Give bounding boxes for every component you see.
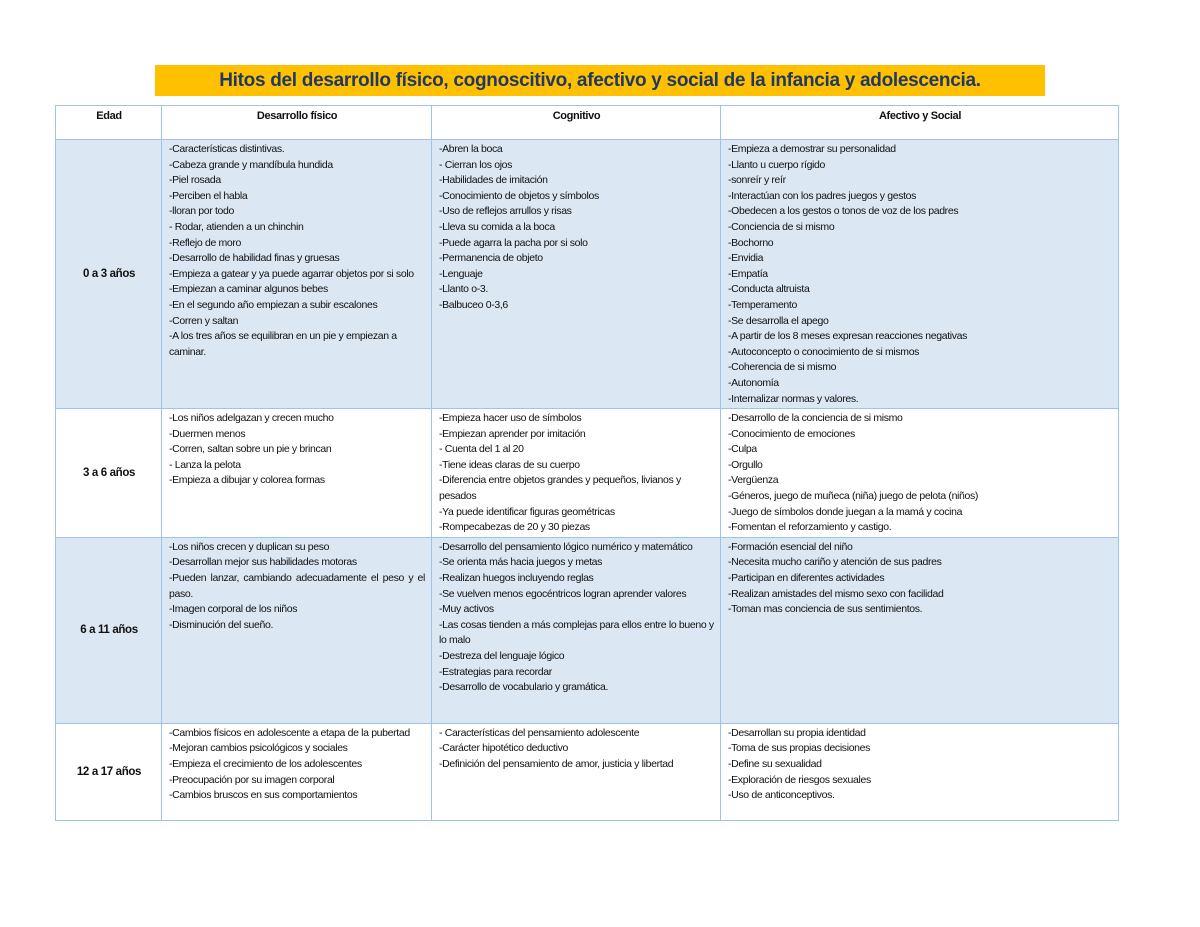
table-row: [56, 537, 1119, 723]
cognitive-cell: [432, 409, 721, 538]
age-cell: 0 a 3 años: [56, 140, 162, 409]
list-item: -Toma de sus propias decisiones: [728, 742, 871, 755]
list-item: -Orgullo: [728, 458, 763, 471]
list-item: -Desarrollo del pensamiento lógico numérico y matemático: [439, 540, 693, 553]
list-item: -Balbuceo 0-3,6: [439, 298, 508, 311]
list-item: -Culpa: [728, 443, 757, 456]
list-item: -Piel rosada: [169, 174, 221, 187]
list-item: -A partir de los 8 meses expresan reacciones negativas: [728, 330, 968, 343]
list-item: -Cambios bruscos en sus comportamientos: [169, 789, 358, 802]
list-item: -Corren y saltan: [169, 314, 239, 327]
list-item: - Cuenta del 1 al 20: [439, 443, 524, 456]
social-cell: [721, 537, 1119, 723]
list-item: -Desarrollan su propia identidad: [728, 726, 866, 739]
list-item: -Interactúan con los padres juegos y gestos: [728, 189, 917, 202]
list-item: -Diferencia entre objetos grandes y pequeños, livianos y pesados: [439, 474, 681, 503]
list-item: -Reflejo de moro: [169, 236, 242, 249]
list-item: -Empieza a gatear y ya puede agarrar objetos por si solo: [169, 267, 414, 280]
list-item: -Géneros, juego de muñeca (niña) juego de pelota (niños): [728, 490, 979, 503]
list-item: -Desarrollan mejor sus habilidades motoras: [169, 556, 357, 569]
header-cognitive: Cognitivo: [432, 106, 721, 140]
list-item: -Lenguaje: [439, 267, 483, 280]
list-item: -Carácter hipotético deductivo: [439, 742, 568, 755]
list-item: -Cabeza grande y mandíbula hundida: [169, 158, 333, 171]
list-item: - Cierran los ojos: [439, 158, 513, 171]
list-item: -Internalizar normas y valores.: [728, 392, 859, 405]
list-item: -Conducta altruista: [728, 283, 810, 296]
list-item: -Llanto o-3.: [439, 283, 488, 296]
list-item: -Los niños crecen y duplican su peso: [169, 540, 330, 553]
table-row: [56, 409, 1119, 538]
list-item: -Juego de símbolos donde juegan a la mamá y cocina: [728, 505, 963, 518]
list-item: -Estrategias para recordar: [439, 665, 552, 678]
list-item: -Empiezan a caminar algunos bebes: [169, 283, 328, 296]
list-item: -sonreír y reír: [728, 174, 786, 187]
list-item: -Uso de anticonceptivos.: [728, 789, 835, 802]
list-item: -Pueden lanzar, cambiando adecuadamente el peso y el paso.: [169, 572, 425, 600]
list-item: -Desarrollo de la conciencia de si mismo: [728, 412, 903, 425]
list-item: -Coherencia de si mismo: [728, 361, 837, 374]
list-item: -Bochorno: [728, 236, 774, 249]
physical-cell: [162, 409, 432, 538]
list-item: -Uso de reflejos arrullos y risas: [439, 205, 572, 218]
list-item: -Puede agarra la pacha por si solo: [439, 236, 588, 249]
list-item: -Cambios físicos en adolescente a etapa de la pubertad: [169, 726, 410, 739]
list-item: -Habilidades de imitación: [439, 174, 548, 187]
list-item: -Conciencia de si mismo: [728, 220, 835, 233]
list-item: -Empieza el crecimiento de los adolescentes: [169, 758, 362, 771]
list-item: -Empiezan aprender por imitación: [439, 427, 586, 440]
physical-cell: [162, 723, 432, 820]
list-item: -Tiene ideas claras de su cuerpo: [439, 458, 580, 471]
list-item: -Empieza a dibujar y colorea formas: [169, 474, 325, 487]
list-item: -Lleva su comida a la boca: [439, 220, 555, 233]
social-cell: [721, 723, 1119, 820]
list-item: -Empatía: [728, 267, 768, 280]
list-item: - Características del pensamiento adolescente: [439, 726, 640, 739]
list-item: -Fomentan el reforzamiento y castigo.: [728, 521, 892, 534]
social-cell: [721, 140, 1119, 409]
age-cell: 3 a 6 años: [56, 409, 162, 538]
list-item: -lloran por todo: [169, 205, 235, 218]
list-item: -Envidia: [728, 252, 764, 265]
list-item: -Muy activos: [439, 603, 494, 616]
list-item: -Obedecen a los gestos o tonos de voz de los padres: [728, 205, 959, 218]
list-item: -Los niños adelgazan y crecen mucho: [169, 412, 334, 425]
list-item: -Definición del pensamiento de amor, justicia y libertad: [439, 758, 674, 771]
list-item: -Conocimiento de objetos y símbolos: [439, 189, 599, 202]
table-row: [56, 723, 1119, 820]
physical-cell: [162, 140, 432, 409]
list-item: -Define su sexualidad: [728, 758, 822, 771]
table-header-row: [56, 106, 1119, 140]
list-item: -Mejoran cambios psicológicos y sociales: [169, 742, 348, 755]
list-item: -Conocimiento de emociones: [728, 427, 855, 440]
list-item: -Destreza del lenguaje lógico: [439, 650, 565, 662]
cognitive-cell: [432, 723, 721, 820]
list-item: -Temperamento: [728, 298, 797, 311]
list-item: -Realizan huegos incluyendo reglas: [439, 572, 594, 585]
cognitive-cell: [432, 140, 721, 409]
list-item: -Perciben el habla: [169, 189, 248, 202]
table-row: [56, 140, 1119, 409]
list-item: -Necesita mucho cariño y atención de sus padres: [728, 556, 942, 569]
social-cell: [721, 409, 1119, 538]
list-item: -Abren la boca: [439, 143, 503, 155]
document-title-banner: [155, 65, 1045, 96]
header-social: Afectivo y Social: [721, 106, 1119, 140]
list-item: - Rodar, atienden a un chinchin: [169, 220, 304, 233]
list-item: -Duermen menos: [169, 427, 246, 440]
document-title: Hitos del desarrollo físico, cognoscitivo, afectivo y social de la infancia y adolescencia.: [219, 69, 981, 91]
list-item: -Empieza a demostrar su personalidad: [728, 143, 896, 155]
list-item: -Exploración de riesgos sexuales: [728, 773, 871, 786]
milestones-table: [55, 105, 1119, 821]
list-item: -Formación esencial del niño: [728, 540, 853, 553]
list-item: -Autonomía: [728, 376, 779, 389]
list-item: -Se vuelven menos egocéntricos logran aprender valores: [439, 587, 687, 600]
list-item: -Las cosas tienden a más complejas para ellos entre lo bueno y lo malo: [439, 618, 714, 647]
list-item: -Permanencia de objeto: [439, 252, 543, 265]
list-item: -Corren, saltan sobre un pie y brincan: [169, 443, 332, 456]
list-item: -En el segundo año empiezan a subir escalones: [169, 298, 378, 311]
list-item: -Empieza hacer uso de símbolos: [439, 412, 582, 425]
list-item: -A los tres años se equilibran en un pie y empiezan a caminar.: [169, 330, 397, 358]
header-age: Edad: [56, 106, 162, 140]
list-item: -Preocupación por su imagen corporal: [169, 773, 335, 786]
list-item: -Se orienta más hacia juegos y metas: [439, 556, 603, 569]
list-item: -Participan en diferentes actividades: [728, 572, 885, 585]
list-item: -Desarrollo de habilidad finas y gruesas: [169, 252, 340, 265]
age-cell: 6 a 11 años: [56, 537, 162, 723]
list-item: -Disminución del sueño.: [169, 618, 274, 631]
header-physical: Desarrollo físico: [162, 106, 432, 140]
list-item: -Rompecabezas de 20 y 30 piezas: [439, 521, 590, 534]
list-item: -Llanto u cuerpo rígido: [728, 158, 826, 171]
list-item: -Se desarrolla el apego: [728, 314, 829, 327]
list-item: -Ya puede identificar figuras geométricas: [439, 505, 615, 518]
age-cell: 12 a 17 años: [56, 723, 162, 820]
list-item: -Realizan amistades del mismo sexo con facilidad: [728, 587, 944, 600]
list-item: -Toman mas conciencia de sus sentimientos.: [728, 603, 923, 616]
list-item: -Imagen corporal de los niños: [169, 603, 298, 616]
cognitive-cell: [432, 537, 721, 723]
physical-cell: [162, 537, 432, 723]
list-item: - Lanza la pelota: [169, 458, 241, 471]
list-item: -Vergüenza: [728, 474, 779, 487]
list-item: -Autoconcepto o conocimiento de si mismos: [728, 345, 920, 358]
list-item: -Desarrollo de vocabulario y gramática.: [439, 681, 609, 694]
list-item: -Características distintivas.: [169, 143, 285, 155]
